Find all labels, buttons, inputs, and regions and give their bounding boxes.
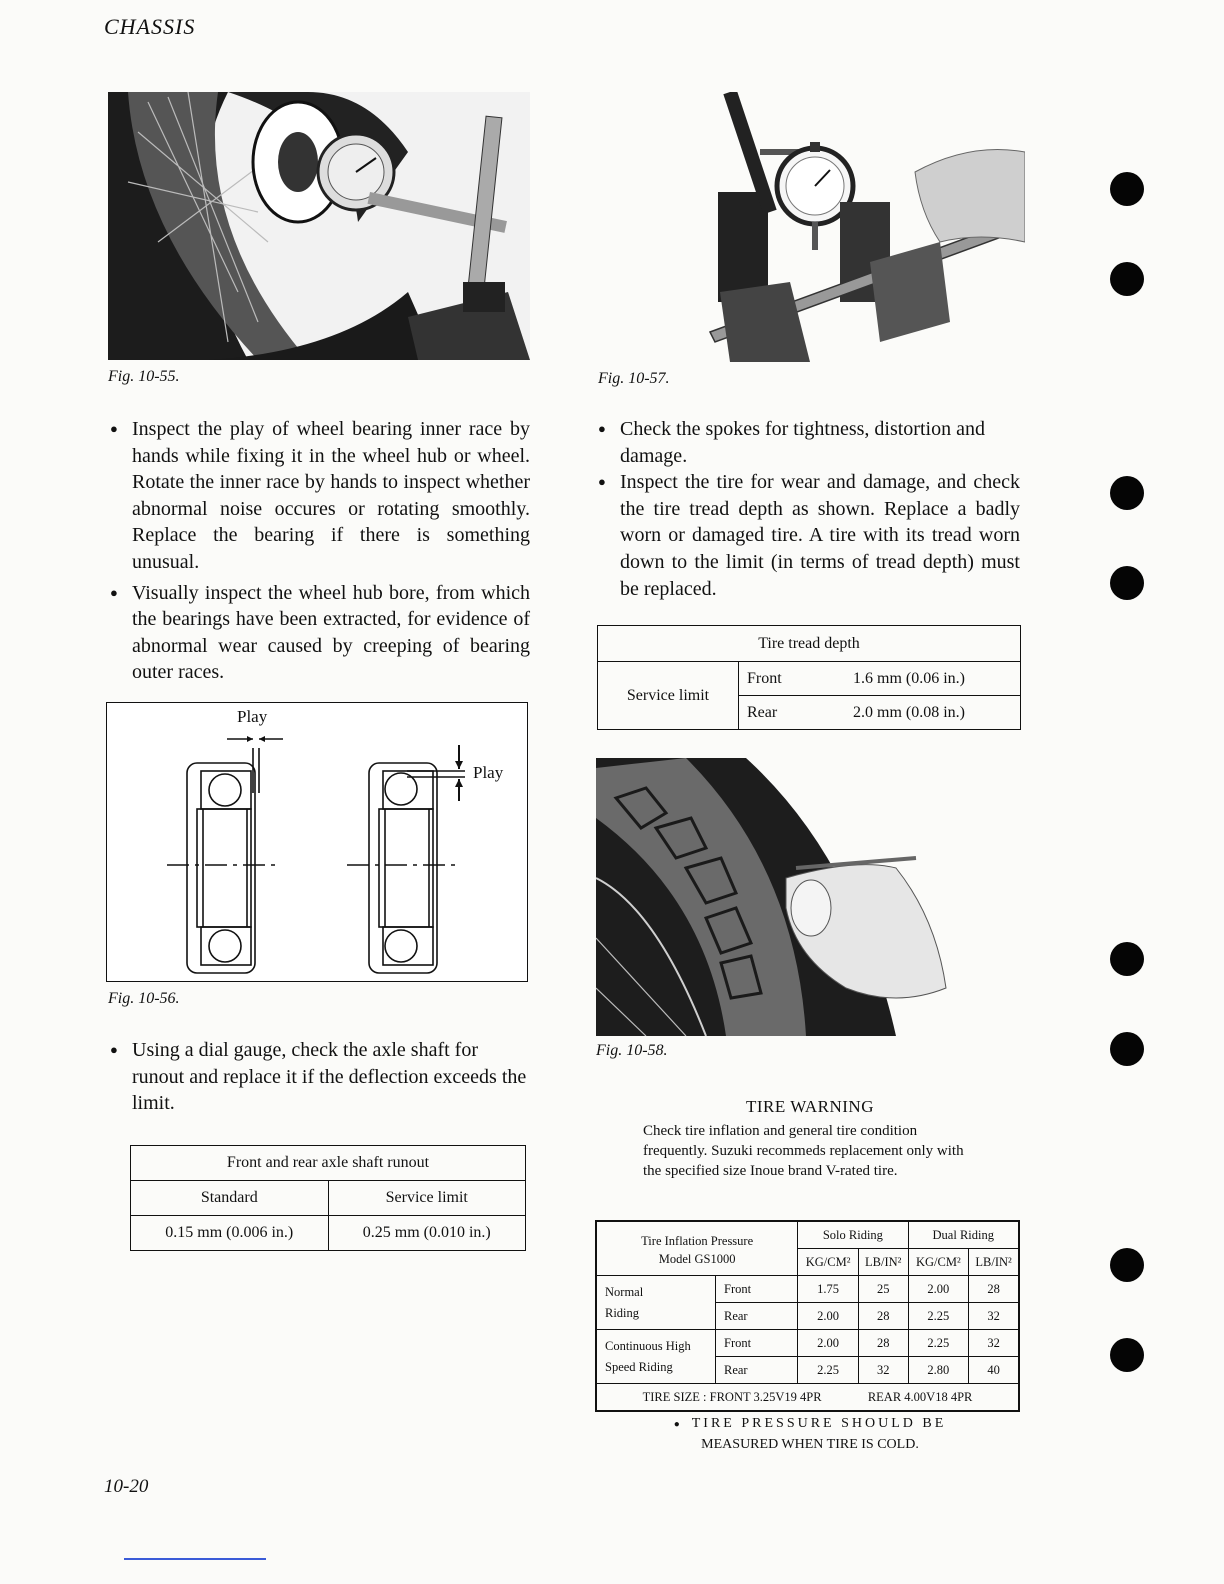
high-speed-riding-label — [596, 1330, 716, 1384]
tire-pressure-note — [600, 1414, 1020, 1455]
page-number: 10-20 — [104, 1476, 149, 1497]
unit-kg-dual: KG/CM² — [908, 1249, 969, 1276]
table-cell: 2.25 — [798, 1357, 859, 1384]
table-cell: 25 — [858, 1276, 908, 1303]
standard-value: 0.15 mm (0.006 in.) — [131, 1216, 329, 1251]
normal-riding-label — [596, 1276, 716, 1330]
fig-10-58-caption: Fig. 10-58. — [596, 1042, 668, 1059]
fig-10-56-caption: Fig. 10-56. — [108, 990, 180, 1007]
table-cell: 1.75 — [798, 1276, 859, 1303]
punch-hole-icon — [1110, 262, 1144, 296]
fig-10-55-caption: Fig. 10-55. — [108, 368, 180, 385]
tread-rear-label: Rear — [739, 696, 846, 730]
pressure-table-title — [596, 1221, 798, 1276]
table-cell: 2.80 — [908, 1357, 969, 1384]
runout-table-title: Front and rear axle shaft runout — [131, 1146, 526, 1181]
punch-hole-icon — [1110, 476, 1144, 510]
front-label: Front — [716, 1276, 798, 1303]
list-item: ● Inspect the play of wheel bearing inner race by hands while fixing it in the wheel hub or wheel. Rotate the inner race by hands to inspect whether abnormal noise occures or rotating smoothly. Replace the bearing if there is something unusual. — [106, 416, 530, 576]
table-cell: 32 — [969, 1330, 1019, 1357]
punch-hole-icon — [1110, 1338, 1144, 1372]
service-limit-label: Service limit — [598, 662, 739, 730]
tire-tread-depth-photo — [596, 758, 996, 1036]
unit-lb-solo: LB/IN² — [858, 1249, 908, 1276]
table-cell: 2.00 — [908, 1276, 969, 1303]
rear-label: Rear — [716, 1357, 798, 1384]
play-label-top: Play — [237, 707, 268, 726]
play-label-side: Play — [473, 763, 504, 782]
axle-runout-table — [130, 1145, 526, 1251]
bearing-play-diagram — [106, 702, 528, 982]
table-cell: 2.00 — [798, 1330, 859, 1357]
tire-size-front: TIRE SIZE : FRONT 3.25V19 4PR — [642, 1389, 822, 1404]
table-cell: 2.25 — [908, 1330, 969, 1357]
punch-hole-icon — [1110, 1248, 1144, 1282]
table-cell: 28 — [858, 1330, 908, 1357]
standard-header: Standard — [131, 1181, 329, 1216]
note-line1: TIRE PRESSURE SHOULD BE — [691, 1416, 947, 1431]
front-label: Front — [716, 1330, 798, 1357]
axle-runout-list — [106, 1037, 530, 1117]
tire-warning-title: TIRE WARNING — [746, 1097, 874, 1116]
service-limit-value: 0.25 mm (0.010 in.) — [328, 1216, 526, 1251]
normal-line1: Normal — [605, 1284, 644, 1299]
note-line2: MEASURED WHEN TIRE IS COLD. — [701, 1437, 919, 1452]
punch-hole-icon — [1110, 1032, 1144, 1066]
table-cell: 40 — [969, 1357, 1019, 1384]
list-item: ● Inspect the tire for wear and damage, and check the tire tread depth as shown. Replace a badly worn or damaged tire. A tire with its tread worn down to the limit (in terms of tread depth) must be replaced. — [594, 469, 1020, 602]
solo-riding-header: Solo Riding — [798, 1221, 908, 1249]
list-item: ● Visually inspect the wheel hub bore, from which the bearings have been extracted, for evidence of abnormal wear caused by creeping of bearing outer races. — [106, 580, 530, 686]
tread-front-label: Front — [739, 662, 846, 696]
punch-hole-icon — [1110, 172, 1144, 206]
section-title: CHASSIS — [104, 14, 196, 39]
pressure-title-line2: Model GS1000 — [658, 1252, 736, 1266]
high-line2: Speed Riding — [605, 1359, 673, 1374]
rear-label: Rear — [716, 1303, 798, 1330]
punch-hole-icon — [1110, 942, 1144, 976]
tread-front-value: 1.6 mm (0.06 in.) — [845, 662, 1021, 696]
tire-inspection-list — [594, 416, 1020, 602]
punch-hole-icon — [1110, 566, 1144, 600]
table-cell: 28 — [858, 1303, 908, 1330]
table-cell: 28 — [969, 1276, 1019, 1303]
list-item: ● Check the spokes for tightness, distortion and damage. — [594, 416, 1020, 469]
unit-kg-solo: KG/CM² — [798, 1249, 859, 1276]
tire-warning-text: Check tire inflation and general tire condition frequently. Suzuki recommeds replacement only with the specified size Inoue brand V-rated tire. — [643, 1123, 964, 1179]
bearing-inspection-list — [106, 416, 530, 686]
table-cell: 2.25 — [908, 1303, 969, 1330]
fig-10-57-caption: Fig. 10-57. — [598, 370, 670, 387]
wheel-bearing-photo — [108, 92, 530, 360]
tire-size-rear: REAR 4.00V18 4PR — [867, 1389, 973, 1404]
service-limit-header: Service limit — [328, 1181, 526, 1216]
list-item: ● Using a dial gauge, check the axle shaft for runout and replace it if the deflection exceeds the limit. — [106, 1037, 530, 1117]
normal-line2: Riding — [605, 1305, 640, 1320]
table-cell: 32 — [969, 1303, 1019, 1330]
dual-riding-header: Dual Riding — [908, 1221, 1019, 1249]
tread-rear-value: 2.0 mm (0.08 in.) — [845, 696, 1021, 730]
table-cell: 2.00 — [798, 1303, 859, 1330]
tread-depth-table — [597, 625, 1021, 730]
pressure-title-line1: Tire Inflation Pressure — [641, 1234, 754, 1248]
tread-table-title: Tire tread depth — [598, 626, 1021, 662]
tire-pressure-table — [595, 1220, 1020, 1412]
tire-size-row — [596, 1384, 1019, 1412]
footer-rule — [124, 1558, 266, 1560]
unit-lb-dual: LB/IN² — [969, 1249, 1019, 1276]
table-cell: 32 — [858, 1357, 908, 1384]
axle-dial-gauge-photo — [690, 92, 1025, 362]
bullet-icon: ● — [673, 1419, 680, 1430]
high-line1: Continuous High — [605, 1338, 691, 1353]
